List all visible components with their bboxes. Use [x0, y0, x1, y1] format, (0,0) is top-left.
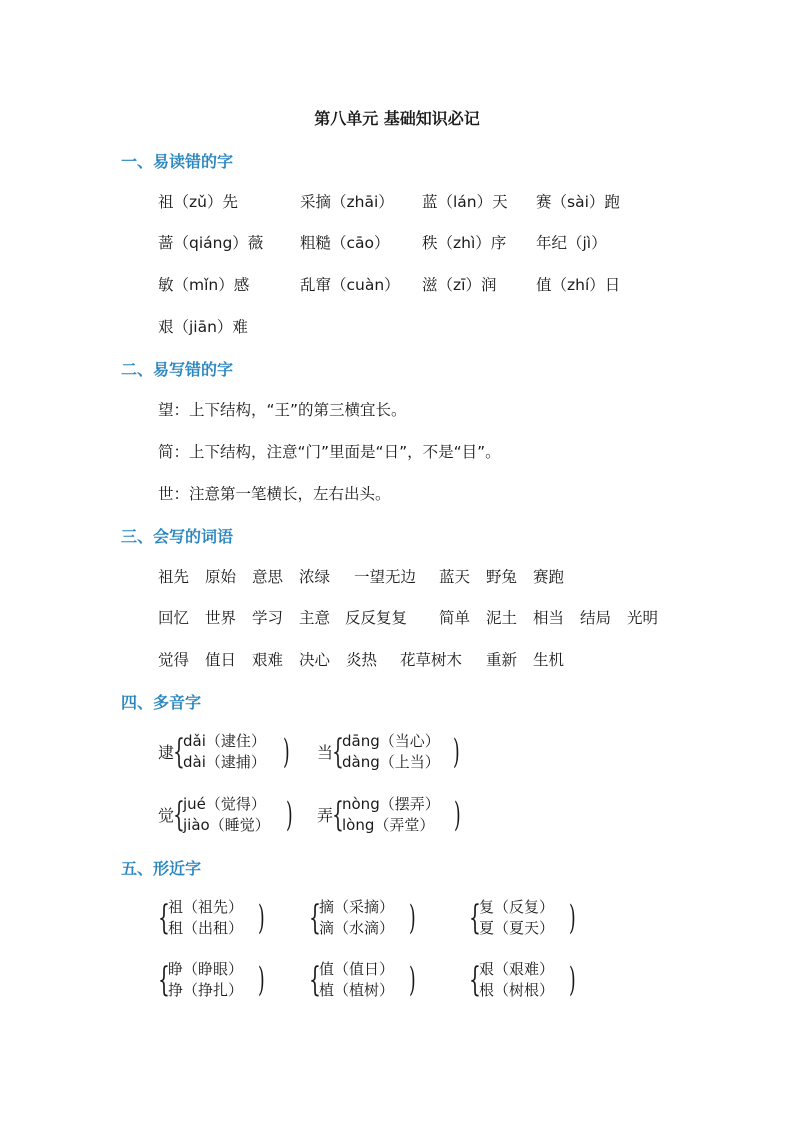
misread-item: 祖（zǔ）先: [158, 193, 238, 211]
misread-item: 蔷（qiáng）薇: [158, 234, 264, 252]
word: 浓绿: [299, 568, 331, 586]
misread-item: 滋（zī）润: [422, 276, 497, 294]
similar-group: [158, 896, 278, 942]
left-brace: {: [332, 795, 344, 835]
word: 炎热: [346, 651, 378, 669]
word: 祖先: [158, 568, 190, 586]
similar-group: [469, 896, 589, 942]
word: 相当: [533, 609, 565, 627]
right-paren: ): [409, 898, 416, 938]
word: 原始: [205, 568, 237, 586]
right-paren: ): [286, 795, 293, 835]
misread-item: 乱窜（cuàn）: [300, 276, 400, 294]
polyphone-group: [158, 793, 298, 839]
similar-char: 祖（祖先）: [168, 898, 244, 916]
section-heading-words: 三、会写的词语: [121, 527, 234, 546]
left-brace: {: [173, 732, 185, 772]
right-paren: ): [453, 732, 460, 772]
polyphone-char: 弄: [317, 806, 334, 825]
polyphone-char: 逮: [158, 743, 175, 762]
similar-group: [158, 958, 278, 1004]
word: 反反复复: [345, 609, 408, 627]
misread-item: 蓝（lán）天: [422, 193, 508, 211]
word: 世界: [205, 609, 237, 627]
polyphone-char: 当: [317, 743, 334, 762]
miswrite-item: 望：上下结构，“王”的第三横宜长。: [158, 401, 407, 419]
word: 艰难: [252, 651, 284, 669]
miswrite-item: 世：注意第一笔横长，左右出头。: [158, 485, 391, 503]
similar-group: [469, 958, 589, 1004]
polyphone-reading: nòng（摆弄）: [342, 795, 440, 813]
similar-char: 根（树根）: [479, 981, 555, 999]
polyphone-reading: dǎi（逮住）: [183, 732, 266, 750]
similar-char: 挣（挣扎）: [168, 981, 244, 999]
right-paren: ): [569, 898, 576, 938]
left-brace: {: [469, 898, 481, 938]
similar-char: 值（值日）: [319, 960, 395, 978]
word: 光明: [627, 609, 659, 627]
word: 学习: [252, 609, 284, 627]
similar-group: [309, 896, 429, 942]
polyphone-reading: jué（觉得）: [183, 795, 266, 813]
section-heading-similar: 五、形近字: [121, 859, 202, 878]
polyphone-reading: dàng（上当）: [342, 753, 440, 771]
section-heading-miswrite: 二、易写错的字: [121, 360, 234, 379]
misread-item: 敏（mǐn）感: [158, 276, 250, 294]
word: 觉得: [158, 651, 190, 669]
similar-char: 植（植树）: [319, 981, 395, 999]
word: 简单: [439, 609, 471, 627]
word: 决心: [299, 651, 331, 669]
word: 野兔: [486, 568, 518, 586]
word: 意思: [252, 568, 284, 586]
left-brace: {: [309, 898, 321, 938]
word: 蓝天: [439, 568, 471, 586]
misread-item: 粗糙（cāo）: [300, 234, 390, 252]
misread-item: 采摘（zhāi）: [300, 193, 394, 211]
similar-char: 夏（夏天）: [479, 919, 555, 937]
left-brace: {: [309, 960, 321, 1000]
left-brace: {: [158, 960, 170, 1000]
polyphone-char: 觉: [158, 806, 175, 825]
left-brace: {: [469, 960, 481, 1000]
right-paren: ): [258, 960, 265, 1000]
right-paren: ): [454, 795, 461, 835]
similar-char: 租（出租）: [168, 919, 244, 937]
word: 赛跑: [533, 568, 565, 586]
polyphone-reading: dāng（当心）: [342, 732, 440, 750]
similar-char: 滴（水滴）: [319, 919, 395, 937]
word: 一望无边: [354, 568, 417, 586]
word: 重新: [486, 651, 518, 669]
word: 结局: [580, 609, 612, 627]
word: 回忆: [158, 609, 190, 627]
polyphone-group: [317, 730, 467, 776]
word: 生机: [533, 651, 565, 669]
word: 值日: [205, 651, 237, 669]
polyphone-reading: lòng（弄堂）: [342, 816, 435, 834]
misread-item: 艰（jiān）难: [158, 318, 248, 336]
similar-char: 艰（艰难）: [479, 960, 555, 978]
word: 花草树木: [400, 651, 463, 669]
section-heading-polyphones: 四、多音字: [121, 693, 202, 712]
misread-item: 赛（sài）跑: [536, 193, 620, 211]
page-title: 第八单元 基础知识必记: [314, 109, 480, 128]
section-heading-misread: 一、易读错的字: [121, 152, 234, 171]
word: 泥土: [486, 609, 518, 627]
misread-item: 秩（zhì）序: [422, 234, 507, 252]
misread-item: 值（zhí）日: [536, 276, 621, 294]
word: 主意: [299, 609, 331, 627]
polyphone-reading: dài（逮捕）: [183, 753, 266, 771]
right-paren: ): [409, 960, 416, 1000]
right-paren: ): [258, 898, 265, 938]
right-paren: ): [569, 960, 576, 1000]
polyphone-group: [317, 793, 467, 839]
polyphone-reading: jiào（睡觉）: [183, 816, 270, 834]
left-brace: {: [158, 898, 170, 938]
left-brace: {: [332, 732, 344, 772]
left-brace: {: [173, 795, 185, 835]
misread-item: 年纪（jì）: [536, 234, 607, 252]
similar-char: 摘（采摘）: [319, 898, 395, 916]
polyphone-group: [158, 730, 298, 776]
similar-char: 睁（睁眼）: [168, 960, 244, 978]
right-paren: ): [283, 732, 290, 772]
similar-char: 复（反复）: [479, 898, 555, 916]
similar-group: [309, 958, 429, 1004]
miswrite-item: 简：上下结构，注意“门”里面是“日”，不是“目”。: [158, 443, 501, 461]
